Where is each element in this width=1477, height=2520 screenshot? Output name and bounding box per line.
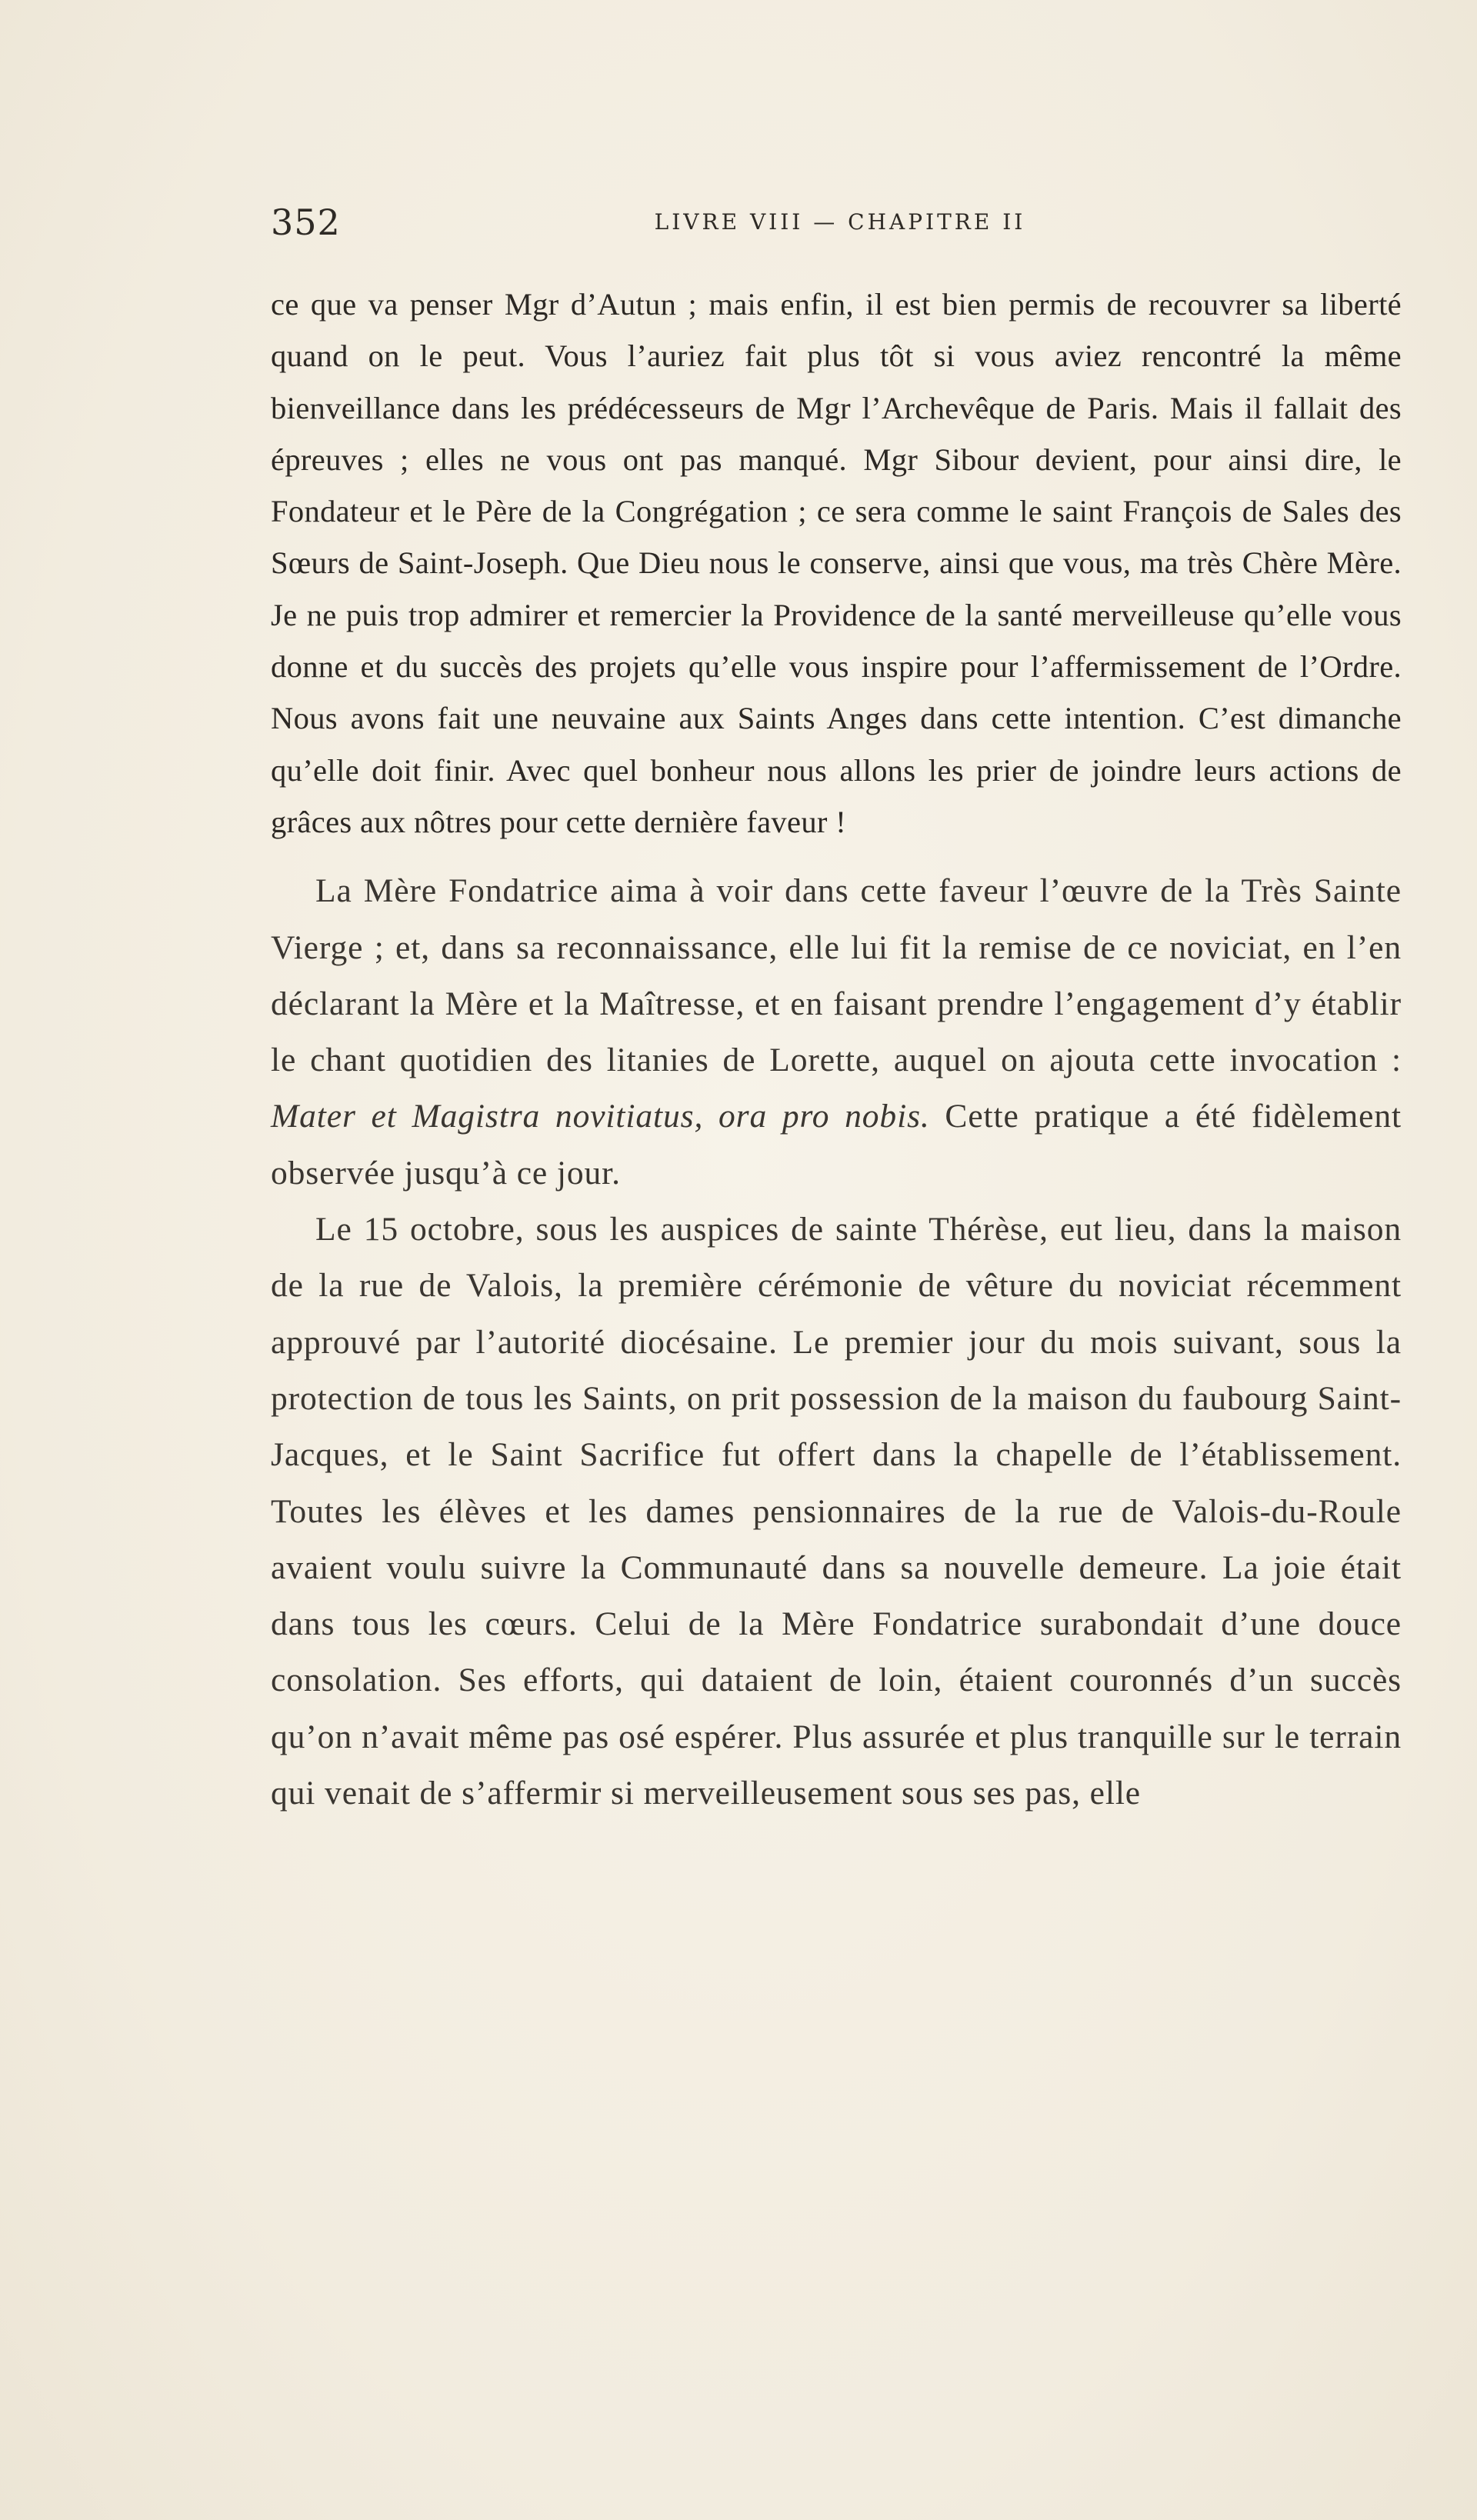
text-block bbox=[271, 278, 1402, 1822]
running-title: LIVRE VIII — CHAPITRE II bbox=[654, 209, 1026, 235]
paragraph-fondatrice-ending: Cette pratique a été fidèlement observée jusqu’à ce jour. bbox=[271, 1098, 1402, 1192]
running-head bbox=[271, 202, 1409, 248]
paragraph-fondatrice-text: La Mère Fondatrice aima à voir dans cette faveur l’œuvre de la Très Sainte Vierge ; et, dans sa reconnaissance, elle lui fit la remise de ce noviciat, en l’en déclarant la Mère et la Maîtresse, et en faisant prendre l’engagement d’y établir le chant quotidien des litanies de Lorette, auquel on ajouta cette invocation : bbox=[271, 872, 1402, 1079]
latin-invocation: Mater et Magistra novitiatus, ora pro nobis. bbox=[271, 1098, 930, 1135]
paragraph-fondatrice bbox=[271, 863, 1402, 1202]
letter-quotation: ce que va penser Mgr d’Autun ; mais enfin, il est bien permis de recouvrer sa liberté quand on le peut. Vous l’auriez fait plus tôt si vous aviez rencontré la même bienveillance dans les prédécesseurs de Mgr l’Archevêque de Paris. Mais il fallait des épreuves ; elles ne vous ont pas manqué. Mgr Sibour devient, pour ainsi dire, le Fondateur et le Père de la Congrégation ; ce sera comme le saint François de Sales des Sœurs de Saint-Joseph. Que Dieu nous le conserve, ainsi que vous, ma très Chère Mère. Je ne puis trop admirer et remercier la Providence de la santé merveilleuse qu’elle vous donne et du succès des projets qu’elle vous inspire pour l’affermissement de l’Ordre. Nous avons fait une neuvaine aux Saints Anges dans cette intention. C’est dimanche qu’elle doit finir. Avec quel bonheur nous allons les prier de joindre leurs actions de grâces aux nôtres pour cette dernière faveur ! bbox=[271, 287, 1402, 839]
paragraph-octobre: Le 15 octobre, sous les auspices de sainte Thérèse, eut lieu, dans la maison de la rue de Valois, la première cérémonie de vêture du noviciat récemment approuvé par l’autorité diocésaine. Le premier jour du mois suivant, sous la protection de tous les Saints, on prit possession de la maison du faubourg Saint-Jacques, et le Saint Sacrifice fut offert dans la chapelle de l’établissement. Toutes les élèves et les dames pensionnaires de la rue de Valois-du-Roule avaient voulu suivre la Communauté dans sa nouvelle demeure. La joie était dans tous les cœurs. Celui de la Mère Fondatrice surabondait d’une douce consolation. Ses efforts, qui dataient de loin, étaient couronnés d’un succès qu’on n’avait même pas osé espérer. Plus assurée et plus tranquille sur le terrain qui venait de s’affermir si merveilleusement sous ses pas, elle bbox=[271, 1211, 1402, 1812]
page-number: 352 bbox=[271, 202, 341, 243]
